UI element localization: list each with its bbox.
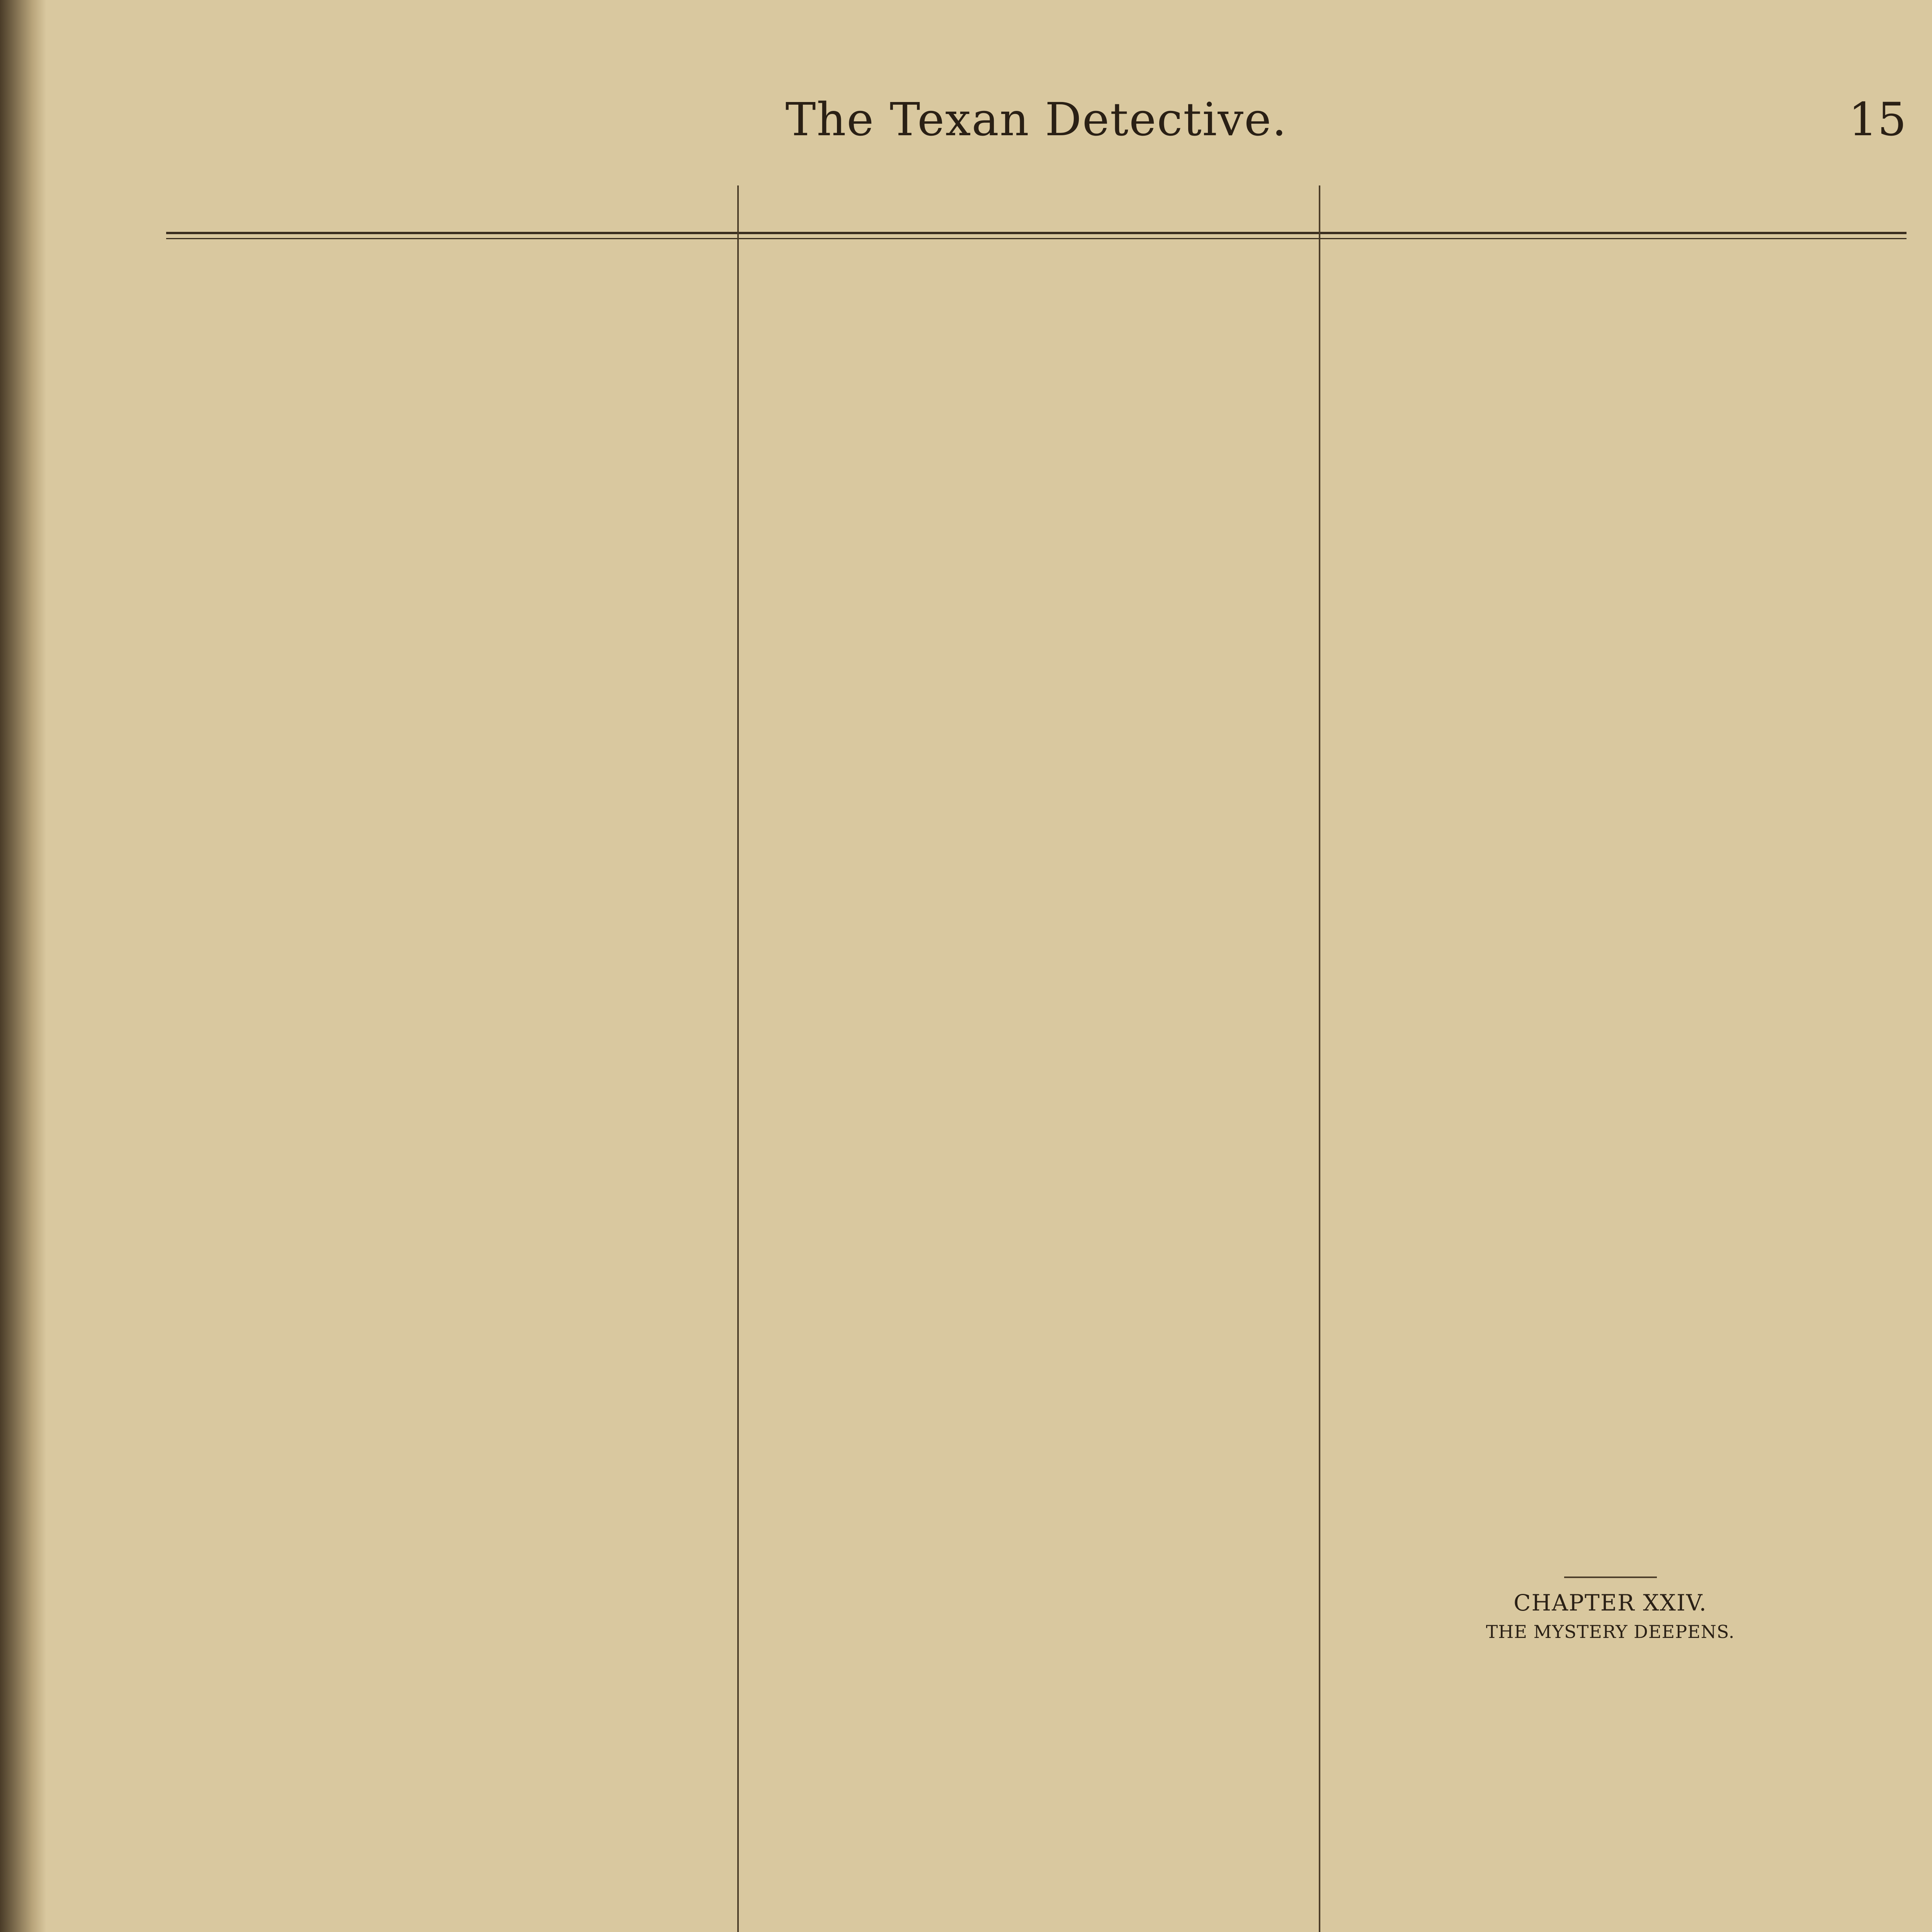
column-rule — [1319, 185, 1320, 1932]
page-title: The Texan Detective. — [785, 93, 1287, 146]
column-1 — [166, 178, 728, 1932]
column-3 — [1329, 178, 1891, 1932]
column-rule — [737, 185, 739, 1932]
heading-rule — [1564, 1577, 1657, 1578]
chapter-heading — [1329, 1577, 1891, 1642]
column-2 — [748, 178, 1310, 1932]
chapter-number: CHAPTER XXIV. — [1514, 1590, 1707, 1616]
page-number: 15 — [1848, 93, 1906, 146]
chapter-subtitle: THE MYSTERY DEEPENS. — [1486, 1621, 1735, 1642]
page-header — [166, 77, 1906, 166]
text-columns — [166, 178, 1906, 1932]
